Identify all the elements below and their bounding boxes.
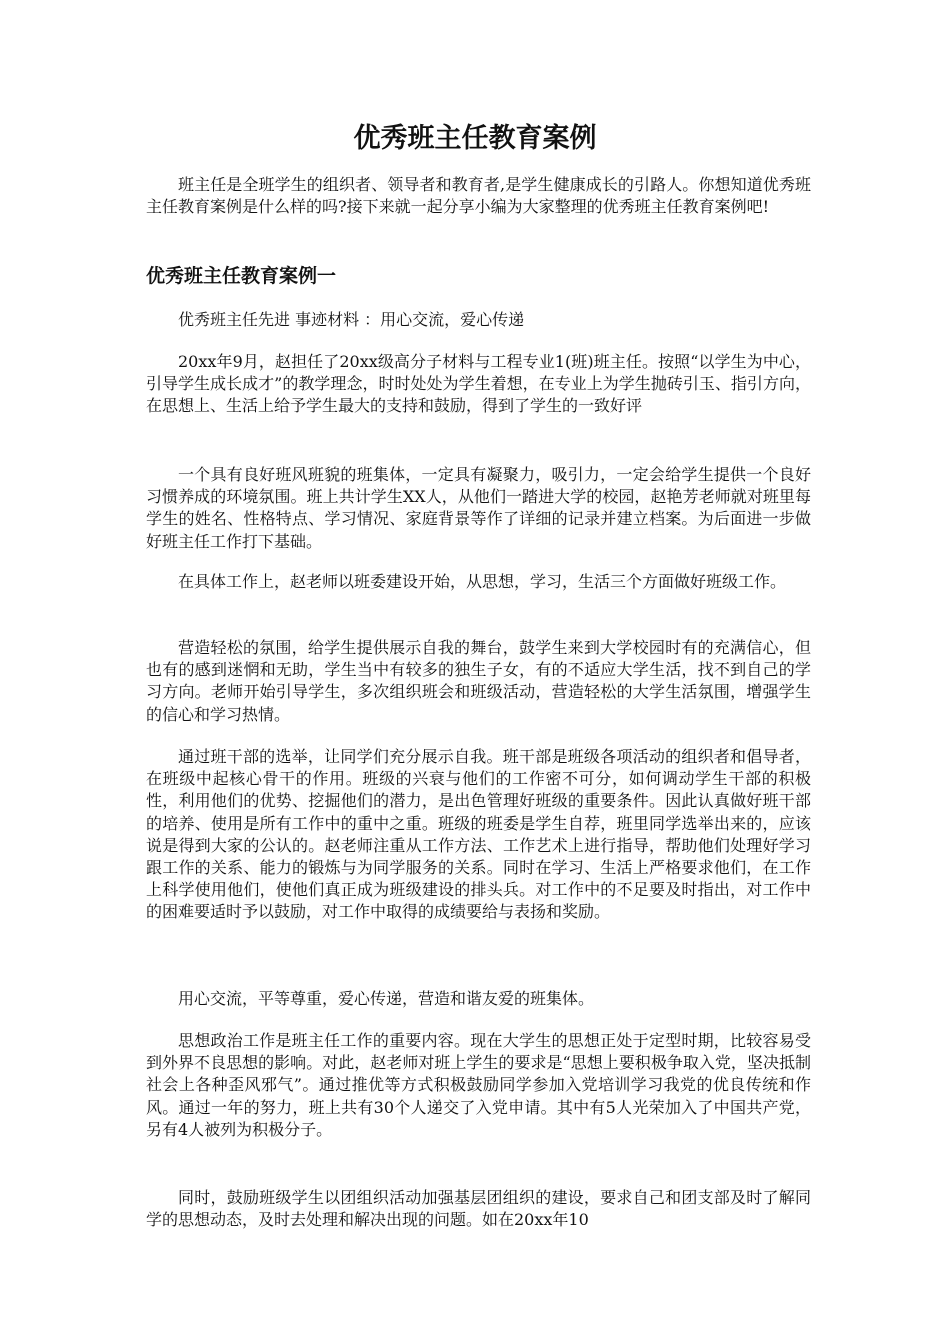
paragraph: 通过班干部的选举，让同学们充分展示自我。班干部是班级各项活动的组织者和倡导者，在班级中起核心骨干的作用。班级的兴衰与他们的工作密不可分，如何调动学生干部的积极性，利用他们的优势、挖掘他们的潜力，是出色管理好班级的重要条件。因此认真做好班干部的培养、使用是所有工作中的重中之重。班级的班委是学生自荐，班里同学选举出来的，应该说是得到大家的公认的。赵老师注重从工作方法、工作艺术上进行指导，帮助他们处理好学习跟工作的关系、能力的锻炼与为同学服务的关系。同时在学习、生活上严格要求他们，在工作上科学使用他们，使他们真正成为班级建设的排头兵。对工作中的不足要及时指出，对工作中的困难要适时予以鼓励，对工作中取得的成绩要给与表扬和奖励。 [146,747,811,922]
paragraph: 用心交流，平等尊重，爱心传递，营造和谐友爱的班集体。 [178,989,595,1008]
document-title: 优秀班主任教育案例 [353,123,597,154]
paragraph: 营造轻松的氛围，给学生提供展示自我的舞台，鼓学生来到大学校园时有的充满信心，但也有的感到迷惘和无助，学生当中有较多的独生子女，有的不适应大学生活，找不到自己的学习方向。老师开始引导学生，多次组织班会和班级活动，营造轻松的大学生活氛围，增强学生的信心和学习热情。 [146,638,811,724]
paragraph-subtitle: 优秀班主任先进 事迹材料 ：用心交流，爱心传递 [178,310,525,329]
paragraph: 同时，鼓励班级学生以团组织活动加强基层团组织的建设，要求自己和团支部及时了解同学的思想动态，及时去处理和解决出现的问题。如在20xx年10 [146,1188,811,1230]
paragraph: 一个具有良好班风班貌的班集体，一定具有凝聚力，吸引力，一定会给学生提供一个良好习惯养成的环境氛围。班上共计学生XX人，从他们一踏进大学的校园，赵艳芳老师就对班里每学生的姓名、性格特点、学习情况、家庭背景等作了详细的记录并建立档案。为后面进一步做好班主任工作打下基础。 [146,465,811,551]
section-heading: 优秀班主任教育案例一 [146,265,337,287]
paragraph: 思想政治工作是班主任工作的重要内容。现在大学生的思想正处于定型时期，比较容易受到外界不良思想的影响。对此，赵老师对班上学生的要求是“思想上要积极争取入党，坚决抵制社会上各种歪风邪气”。通过推优等方式积极鼓励同学参加入党培训学习我党的优良传统和作风。通过一年的努力，班上共有30个人递交了入党申请。其中有5人光荣加入了中国共产党，另有4人被列为积极分子。 [146,1031,811,1139]
paragraph: 20xx年9月，赵担任了20xx级高分子材料与工程专业1(班)班主任。按照“以学生为中心，引导学生成长成才”的教学理念，时时处处为学生着想，在专业上为学生抛砖引玉、指引方向，在思想上、生活上给予学生最大的支持和鼓励，得到了学生的一致好评 [146,352,811,416]
intro-paragraph: 班主任是全班学生的组织者、领导者和教育者,是学生健康成长的引路人。你想知道优秀班主任教育案例是什么样的吗?接下来就一起分享小编为大家整理的优秀班主任教育案例吧! [146,175,811,217]
paragraph: 在具体工作上，赵老师以班委建设开始，从思想，学习，生活三个方面做好班级工作。 [178,572,787,591]
